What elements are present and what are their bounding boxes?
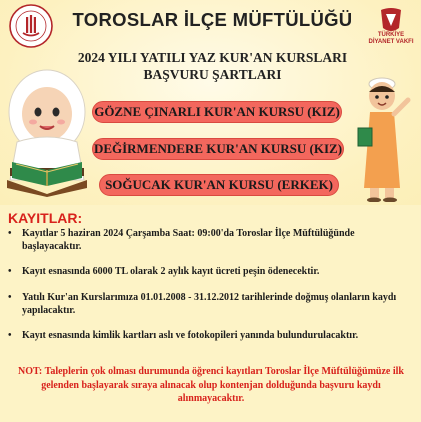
list-item-text: Kayıt esnasında 6000 TL olarak 2 aylık kayıt ücreti peşin ödenecektir.	[22, 266, 320, 277]
tdv-logo	[366, 8, 416, 60]
page-title: TOROSLAR İLÇE MÜFTÜLÜĞÜ	[72, 9, 353, 30]
list-item-text: Kayıtlar 5 haziran 2024 Çarşamba Saat: 09:00'da Toroslar İlçe Müftülüğünde başlayacaktır.	[22, 228, 355, 252]
list-item-text: Yatılı Kur'an Kurslarımıza 01.01.2008 - 31.12.2012 tarihlerinde doğmuş olanların kaydı yapılacaktır.	[22, 292, 397, 316]
note-text: NOT: Taleplerin çok olması durumunda öğrenci kayıtları Toroslar İlçe Müftülüğümüze ilk gelenden başlayarak sıraya alınacak olup kontenjan dolduğunda başvuru kaydı alınmayacaktır.	[18, 366, 404, 404]
course-pill-1: GÖZNE ÇINARLI KUR'AN KURSU (KIZ)	[92, 101, 342, 123]
diyanet-logo-icon	[9, 4, 53, 48]
tdv-emblem-icon	[366, 8, 416, 34]
course-pill-3: SOĞUCAK KUR'AN KURSU (ERKEK)	[99, 174, 339, 196]
subtitle-line-1: 2024 YILI YATILI YAZ KUR'AN KURSLARI	[77, 50, 348, 65]
bullet-icon: •	[8, 292, 12, 303]
subtitle-line-2: BAŞVURU ŞARTLARI	[143, 67, 282, 82]
bullet-icon: •	[8, 330, 12, 341]
list-item-text: Kayıt esnasında kimlik kartları aslı ve fotokopileri yanında bulundurulacaktır.	[22, 330, 359, 341]
course-pill-2: DEĞİRMENDERE KUR'AN KURSU (KIZ)	[92, 138, 344, 160]
tdv-logo-text: TÜRKİYE DİYANET VAKFI	[368, 32, 414, 45]
section-title: KAYITLAR:	[8, 210, 83, 226]
bullet-icon: •	[8, 228, 12, 239]
bullet-icon: •	[8, 266, 12, 277]
boy-holding-quran-illustration	[348, 70, 416, 202]
girl-reading-quran-illustration	[2, 62, 92, 197]
